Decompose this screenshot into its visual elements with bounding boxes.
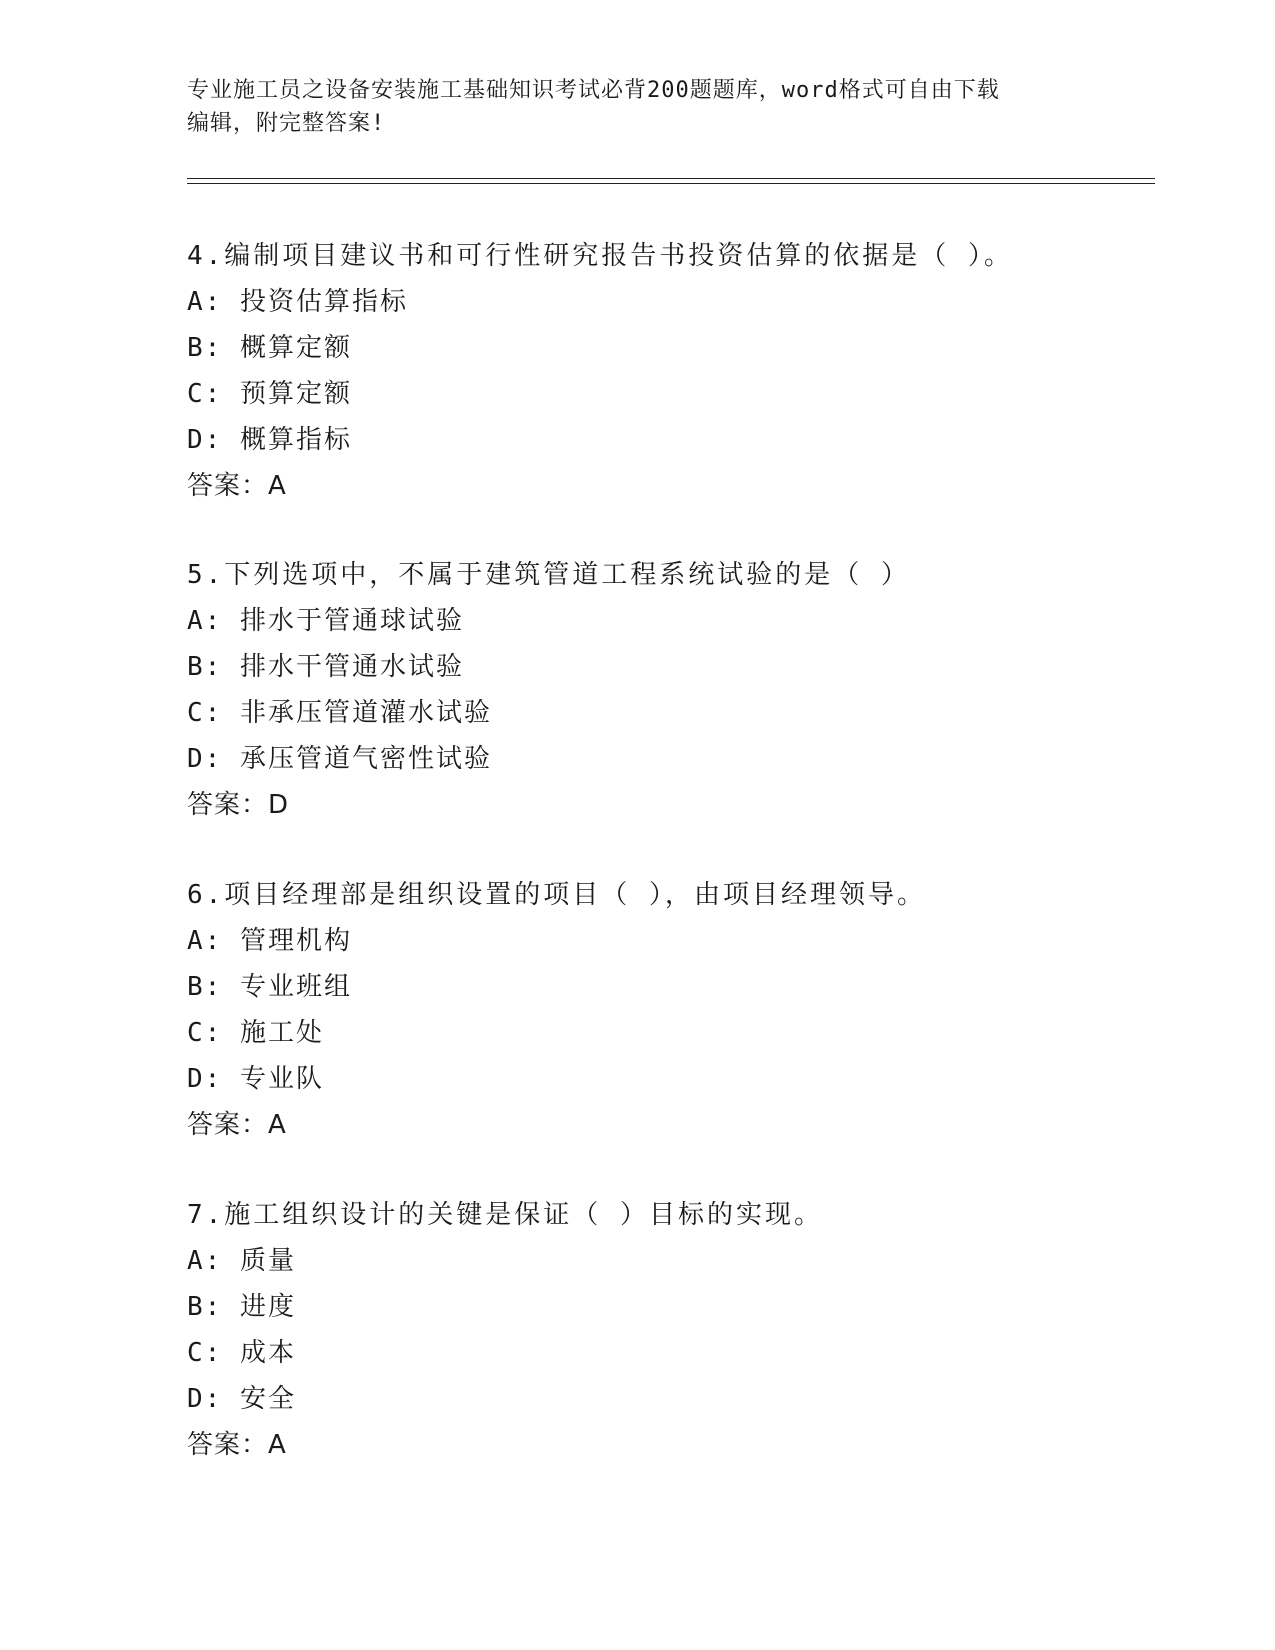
question-7 xyxy=(187,1192,1147,1468)
header-divider-top xyxy=(187,178,1155,179)
option-b: B: 排水干管通水试验 xyxy=(187,652,464,682)
option-d: D: 概算指标 xyxy=(187,425,352,455)
question-stem: 4.编制项目建议书和可行性研究报告书投资估算的依据是（ ）。 xyxy=(187,241,1013,271)
option-c: C: 预算定额 xyxy=(187,379,352,409)
header-line-2: 编辑，附完整答案! xyxy=(187,111,386,136)
option-a: A: 排水于管通球试验 xyxy=(187,606,464,636)
answer-line: 答案：A xyxy=(187,471,287,501)
option-c: C: 成本 xyxy=(187,1338,296,1368)
question-stem: 6.项目经理部是组织设置的项目（ ），由项目经理领导。 xyxy=(187,880,926,910)
header-line-1: 专业施工员之设备安装施工基础知识考试必背200题题库，word格式可自由下载 xyxy=(187,78,1000,103)
answer-line: 答案：A xyxy=(187,1430,287,1460)
option-d: D: 专业队 xyxy=(187,1064,324,1094)
question-stem: 7.施工组织设计的关键是保证（ ）目标的实现。 xyxy=(187,1200,823,1230)
option-a: A: 投资估算指标 xyxy=(187,287,408,317)
option-b: B: 概算定额 xyxy=(187,333,352,363)
option-a: A: 质量 xyxy=(187,1246,296,1276)
option-d: D: 承压管道气密性试验 xyxy=(187,744,492,774)
option-b: B: 专业班组 xyxy=(187,972,352,1002)
question-6 xyxy=(187,872,1147,1148)
question-4 xyxy=(187,233,1147,509)
answer-line: 答案：D xyxy=(187,790,290,820)
question-5 xyxy=(187,552,1147,828)
option-a: A: 管理机构 xyxy=(187,926,352,956)
option-c: C: 非承压管道灌水试验 xyxy=(187,698,492,728)
option-d: D: 安全 xyxy=(187,1384,296,1414)
question-stem: 5.下列选项中，不属于建筑管道工程系统试验的是（ ） xyxy=(187,560,910,590)
option-b: B: 进度 xyxy=(187,1292,296,1322)
header-divider-bottom xyxy=(187,183,1155,184)
document-header xyxy=(187,74,1067,140)
answer-line: 答案：A xyxy=(187,1110,287,1140)
option-c: C: 施工处 xyxy=(187,1018,324,1048)
